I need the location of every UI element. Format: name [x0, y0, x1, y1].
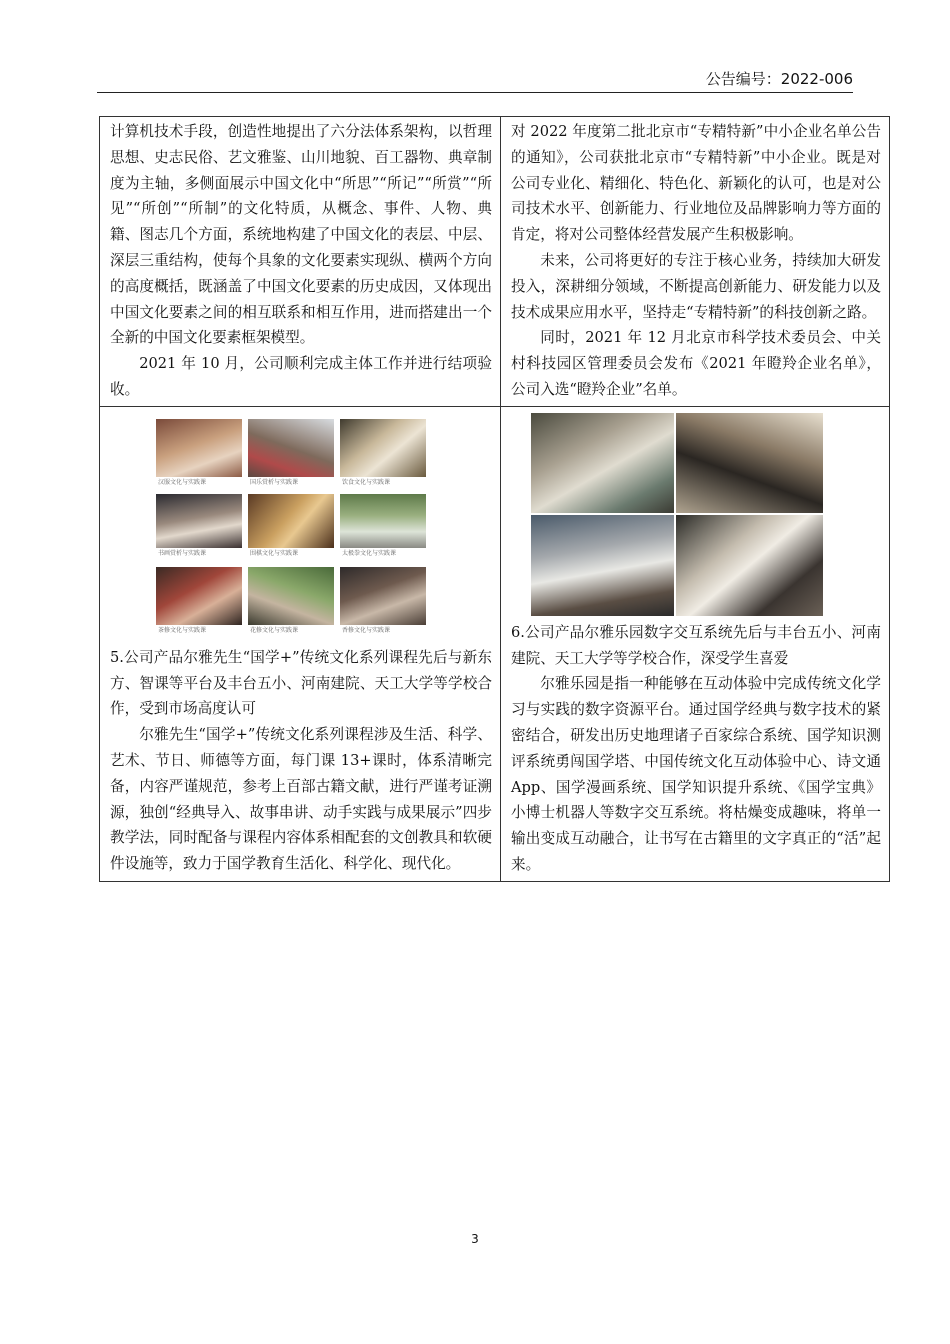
page-header: [97, 66, 853, 93]
paragraph: 同时，2021 年 12 月北京市科学技术委员会、中关村科技园区管理委员会发布《2021 年瞪羚企业名单》，公司入选“瞪羚企业”名单。: [511, 329, 881, 398]
paragraph: 尔雅先生“国学+”传统文化系列课程涉及生活、科学、艺术、节日、师德等方面，每门课 13+课时，体系清晰完备，内容严谨规范，参考上百部古籍文献，进行严谨考证溯源，独创“经典导入、故事串讲、动手实践与成果展示”四步教学法，同时配备与课程内容体系相配套的文创教具和软硬件设施等，致力于国学教育生活化、科学化、现代化。: [110, 726, 492, 873]
photo-caption: 太极拳文化与实践课: [342, 549, 397, 557]
photo-caption: 围棋文化与实践课: [250, 549, 299, 557]
photo-caption: 书画赏析与实践课: [158, 549, 207, 557]
cell-top-right: [501, 117, 890, 407]
course-photo: [340, 567, 426, 625]
paragraph: 尔雅乐园是指一种能够在互动体验中完成传统文化学习与实践的数字资源平台。通过国学经典与数字技术的紧密结合，研发出历史地理诸子百家综合系统、国学知识测评系统勇闯国学塔、中国传统文化互动体验中心、诗文通 App、国学漫画系统、国学知识提升系统、《国学宝典》小博士机器人等数字交互系统。将枯燥变成趣味，将单一输出变成互动融合，让书写在古籍里的文字真正的“活”起来。: [511, 675, 881, 873]
table-row: [100, 117, 890, 407]
course-photo: [248, 567, 334, 625]
photo-caption: 国乐赏析与实践课: [250, 478, 299, 486]
product-photo: [676, 515, 823, 616]
course-photo: [248, 419, 334, 477]
content-table: [99, 116, 890, 882]
paragraph: 未来，公司将更好的专注于核心业务，持续加大研发投入，深耕细分领域，不断提高创新能力、研发能力以及技术成果应用水平，坚持走“专精特新”的科技创新之路。: [511, 251, 881, 321]
course-photo: [156, 494, 242, 548]
cell-bottom-left: [100, 406, 501, 881]
photo-caption: 花修文化与实践课: [250, 626, 299, 634]
course-photo: [156, 567, 242, 625]
cell-top-left: [100, 117, 501, 407]
section-heading: 6.公司产品尔雅乐园数字交互系统先后与丰台五小、河南建院、天工大学等学校合作，深受学生喜爱: [511, 623, 881, 667]
notice-number: 公告编号：2022-006: [705, 70, 853, 88]
course-photo: [340, 419, 426, 477]
product-photo: [531, 515, 674, 616]
paragraph: 对 2022 年度第二批北京市“专精特新”中小企业名单公告的通知》，公司获批北京市“专精特新”中小企业。既是对公司专业化、精细化、特色化、新颖化的认可，也是对公司技术水平、创新能力、行业地位及品牌影响力等方面的肯定，将对公司整体经营发展产生积极影响。: [511, 123, 881, 244]
product-photo: [676, 413, 823, 513]
photo-caption: 香修文化与实践课: [342, 626, 391, 634]
paragraph: 2021 年 10 月，公司顺利完成主体工作并进行结项验收。: [110, 355, 492, 398]
photo-caption: 汉服文化与实践课: [158, 478, 207, 486]
section-heading: 5.公司产品尔雅先生“国学+”传统文化系列课程先后与新东方、智课等平台及丰台五小、河南建院、天工大学等学校合作，受到市场高度认可: [110, 648, 492, 718]
product-photo-collage: [531, 413, 823, 616]
paragraph: 计算机技术手段，创造性地提出了六分法体系架构，以哲理思想、史志民俗、艺文雅鉴、山川地貌、百工器物、典章制度为主轴，多侧面展示中国文化中“所思”“所记”“所赏”“所见”“所创”“所制”的文化特质，从概念、事件、人物、典籍、图志几个方面，系统地构建了中国文化的表层、中层、深层三重结构，使每个具象的文化要素实现纵、横两个方向的高度概括，既涵盖了中国文化要素的历史成因，又体现出中国文化要素之间的相互联系和相互作用，进而搭建出一个全新的中国文化要素框架模型。: [110, 123, 492, 347]
cell-bottom-right: [501, 406, 890, 881]
course-photo: [340, 494, 426, 548]
photo-caption: 饮食文化与实践课: [342, 478, 391, 486]
course-photo: [156, 419, 242, 477]
photo-caption: 茶修文化与实践课: [158, 626, 207, 634]
course-photo: [248, 494, 334, 548]
product-photo: [531, 413, 674, 513]
page-number: 3: [471, 1232, 479, 1246]
course-photo-grid: [156, 419, 426, 639]
table-row: [100, 406, 890, 881]
